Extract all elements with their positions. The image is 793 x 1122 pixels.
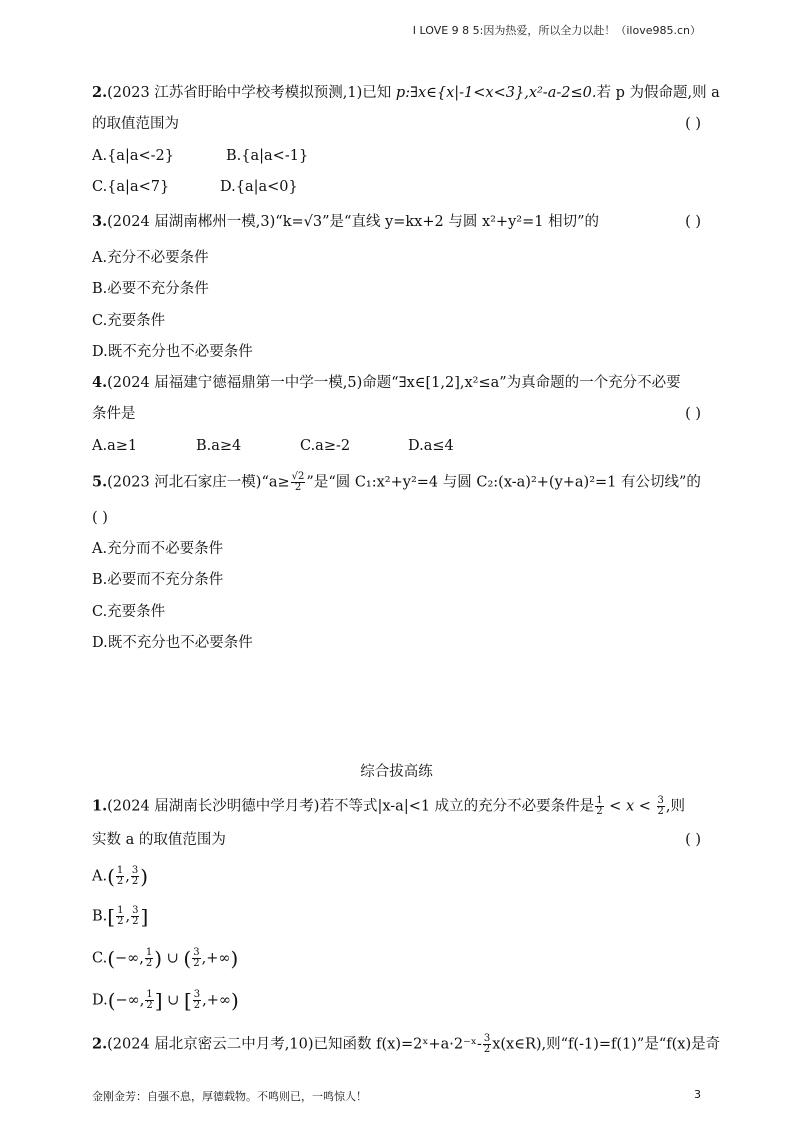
footer-motto: 金刚金芳：自强不息，厚德载物。不鸣则已，一鸣惊人！ (92, 1090, 367, 1103)
s1-line2 (92, 830, 701, 850)
s1-option-c-label: C. (92, 950, 108, 967)
q2-line1 (92, 83, 720, 103)
s2-line1 (92, 1033, 721, 1055)
s1-option-c: C.(−∞, $\frac{1}{2}$ ) ∪ ( $\frac{3}{2}$ ,+∞) (92, 946, 239, 971)
q5-text-b: ”是“圆 C₁:x²+y²=4 与圆 C₂:(x-a)²+(y+a)²=1 有公切线”的 (306, 474, 701, 491)
s1-text-b: 则 (670, 798, 685, 815)
s2-number: 2. (92, 1035, 108, 1053)
s1-answer-paren: ( ) (685, 832, 701, 848)
q3-option-c: C.充要条件 (92, 313, 166, 329)
q4-text2: 条件是 (92, 406, 136, 422)
s1-frac-half: $\frac{1}{2}$ (596, 795, 603, 817)
q2-text: 若 p 为假命题,则 a (596, 85, 720, 101)
q2-option-a: A.{a|a<-2} (92, 148, 174, 164)
q4-option-a: A.a≥1 (92, 438, 138, 454)
q4-answer-paren: ( ) (685, 406, 701, 422)
s1-option-b-label: B. (92, 908, 108, 925)
q4-number: 4. (92, 374, 108, 391)
s1-option-a: A.( $\frac{1}{2}$ , $\frac{3}{2}$ ) (92, 864, 149, 889)
q2-condition: p:∃x∈{x|-1<x<3},x²-a-2≤0. (395, 85, 597, 101)
q2-number: 2. (92, 84, 108, 101)
s1-text-a: (2024 届湖南长沙明德中学月考)若不等式|x-a|<1 成立的充分不必要条件是 (107, 798, 595, 815)
q5-fraction (291, 472, 306, 493)
q2-options-row2 (92, 177, 701, 197)
q3-number: 3. (92, 213, 108, 230)
s1-option-d: D.(−∞, $\frac{1}{2}$ ] ∪ [ $\frac{3}{2}$ ,+∞) (92, 988, 239, 1013)
q5-frac-bottom: 2 (294, 482, 302, 493)
page-header: I LOVE 9 8 5:因为热爱，所以全力以赴！（ilove985.cn） (412, 24, 701, 37)
q4-line1 (92, 373, 701, 393)
q4-options (92, 436, 701, 456)
s1-option-d-label: D. (92, 992, 108, 1009)
q4-text: (2024 届福建宁德福鼎第一中学一模,5)命题“∃x∈[1,2],x²≤a”为真命题的一个充分不必要 (107, 375, 681, 391)
q4-option-c: C.a≥-2 (300, 438, 351, 454)
q2-options-row1 (92, 146, 701, 166)
q5-option-b: B.必要而不充分条件 (92, 572, 224, 588)
q3-option-d: D.既不充分也不必要条件 (92, 344, 253, 360)
q3-line1 (92, 212, 701, 232)
s2-text-a: (2024 届北京密云二中月考,10)已知函数 f(x)=2ˣ+a·2⁻ˣ- (107, 1036, 482, 1053)
q2-source: (2023 江苏省盱眙中学校考模拟预测,1)已知 (107, 85, 396, 101)
s1-text2: 实数 a 的取值范围为 (92, 832, 226, 848)
q3-text: (2024 届湖南郴州一模,3)“k=√3”是“直线 y=kx+2 与圆 x²+y²=1 相切”的 (107, 214, 599, 230)
s1-frac-three-half: $\frac{3}{2}$ (657, 795, 664, 817)
s1-option-a-label: A. (92, 868, 108, 885)
q3-answer-paren: ( ) (685, 214, 701, 230)
q5-number: 5. (92, 473, 108, 491)
q2-answer-paren: ( ) (685, 116, 701, 132)
q4-line2 (92, 404, 701, 424)
q2-option-d: D.{a|a<0} (220, 179, 298, 195)
s2-text-b: x(x∈R),则“f(-1)=f(1)”是“f(x)是奇 (492, 1036, 721, 1053)
q5-answer-paren: ( ) (92, 510, 108, 526)
q2-text2: 的取值范围为 (92, 116, 179, 132)
q2-option-c: C.{a|a<7} (92, 179, 170, 195)
q5-frac-top: √2 (291, 471, 305, 482)
page-number: 3 (694, 1088, 701, 1101)
q5-text-a: (2023 河北石家庄一模)“a≥ (107, 474, 290, 491)
s1-ineq: < x < (604, 798, 656, 815)
q5-option-d: D.既不充分也不必要条件 (92, 635, 253, 651)
q5-line1 (92, 472, 701, 493)
q3-option-a: A.充分不必要条件 (92, 250, 209, 266)
q3-option-b: B.必要不充分条件 (92, 281, 209, 297)
q5-option-a: A.充分而不必要条件 (92, 541, 224, 557)
q5-option-c: C.充要条件 (92, 604, 166, 620)
q2-option-b: B.{a|a<-1} (226, 148, 309, 164)
s1-number: 1. (92, 797, 108, 815)
s2-fraction: $\frac{3}{2}$ (483, 1033, 491, 1055)
q4-option-d: D.a≤4 (408, 438, 454, 454)
section-title: 综合拔高练 (360, 764, 433, 780)
s1-option-b: B.[ $\frac{1}{2}$ , $\frac{3}{2}$ ] (92, 904, 149, 929)
s1-line1: 1.(2024 届湖南长沙明德中学月考)若不等式|x-a|<1 成立的充分不必要条件是 $\frac{1}{2}$ < x < $\frac{3}{2}$ ,则 (92, 795, 685, 817)
q2-line2 (92, 114, 701, 134)
q4-option-b: B.a≥4 (196, 438, 242, 454)
